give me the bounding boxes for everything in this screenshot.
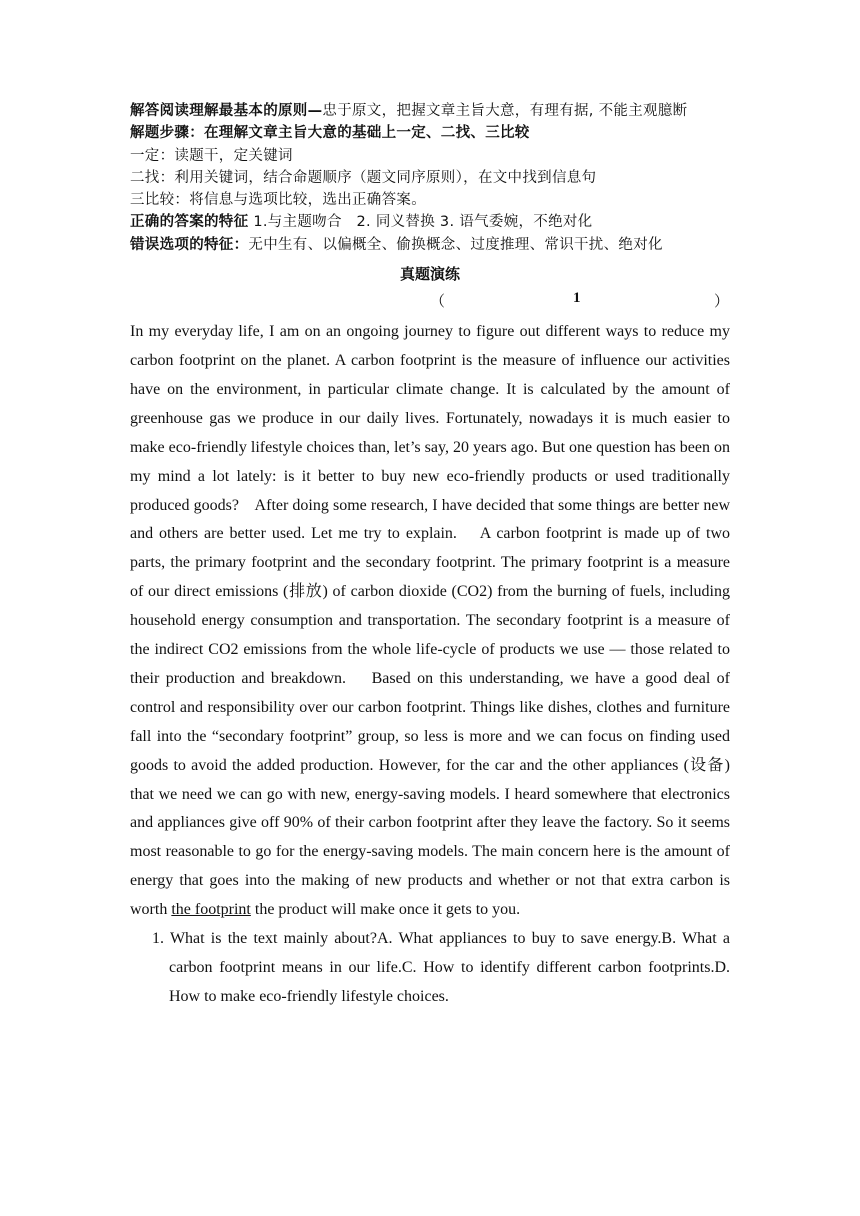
step-three: 三比较：将信息与选项比较，选出正确答案。 (130, 192, 426, 209)
passage-end: the product will make once it gets to you. (250, 901, 521, 919)
principle-text: 忠于原文，把握文章主旨大意，有理有据, 不能主观臆断 (322, 103, 688, 119)
step-one: 一定：读题干，定关键词 (130, 147, 293, 164)
question-number: 1. (152, 930, 164, 948)
steps-heading-text: 解题步骤：在理解文章主旨大意的基础上一定、二找、三比较 (130, 125, 530, 142)
document-page (130, 100, 734, 1012)
principle-heading: 解答阅读理解最基本的原则— (130, 103, 323, 119)
wrong-heading: 错误选项的特征： (130, 236, 249, 253)
correct-text: 1.与主题吻合 2. 同义替换 3. 语气委婉，不绝对化 (248, 214, 593, 231)
question-text: What is the text mainly about?A. What appliances to buy to save energy.B. What a carbon footprint means in our life.C. How to identify different carbon footprints.D. How to make eco-friendly lifestyle choices. (169, 930, 730, 1005)
passage-text (130, 318, 734, 925)
steps-heading (130, 122, 730, 144)
correct-answer-features (130, 211, 730, 233)
passage-main: In my everyday life, I am on an ongoing journey to figure out different ways to reduce my carbon footprint on the planet. A carbon footprint is the measure of influence our activities have on the environment, in particular climate change. It is calculated by the amount of greenhouse gas we produce in our daily lives. Fortunately, nowadays it is much easier to make eco-friendly lifestyle choices than, let’s say, 20 years ago. But one question has been on my mind a lot lately: is it better to buy new eco-friendly products or used traditionally produced goods? After doing some research, I have decided that some things are better new and others are better used. Let me try to explain. A carbon footprint is made up of two parts, the primary footprint and the secondary footprint. The primary footprint is a measure of our direct emissions (排放) of carbon dioxide (CO2) from the burning of fuels, including household energy consumption and transportation. The secondary footprint is a measure of the indirect CO2 emissions from the whole life-cycle of products we use — those related to their production and breakdown. Based on this understanding, we have a good deal of control and responsibility over our carbon footprint. Things like dishes, clothes and furniture fall into the “secondary footprint” group, so less is more and we can focus on finding used goods to avoid the added production. However, for the car and the other appliances (设备) that we need we can go with new, energy-saving models. I heard somewhere that electronics and appliances give off 90% of their carbon footprint after they leave the factory. So it seems most reasonable to go for the energy-saving models. The main concern here is the amount of energy that goes into the making of new products and whether or not that extra carbon is worth (130, 323, 734, 919)
passage-number-close: ） (714, 294, 730, 311)
wrong-text: 无中生有、以偏概全、偷换概念、过度推理、常识干扰、绝对化 (248, 236, 663, 253)
wrong-option-features (130, 234, 730, 256)
question-item (152, 925, 730, 1012)
passage-number-value: 1 (573, 290, 581, 307)
passage-number (130, 286, 730, 314)
section-title: 真题演练 (399, 265, 460, 284)
principle-paragraph (130, 100, 730, 122)
step-two: 二找：利用关键词，结合命题顺序（题文同序原则），在文中找到信息句 (130, 169, 597, 186)
passage-number-open: （ (430, 294, 446, 311)
correct-heading: 正确的答案的特征 (130, 214, 249, 231)
passage-underlined: the footprint (171, 901, 251, 919)
